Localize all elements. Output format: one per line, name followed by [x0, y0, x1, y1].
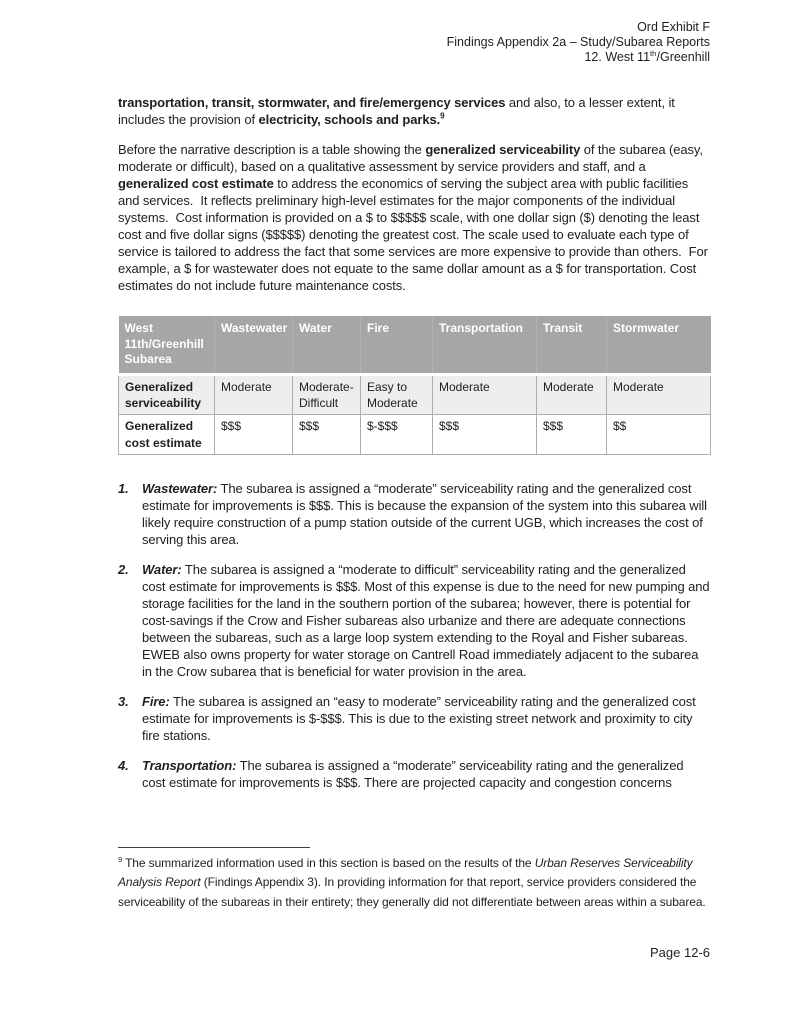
text-run: Before the narrative description is a table showing the	[118, 142, 426, 158]
item-body	[142, 693, 710, 744]
item-number: 4.	[118, 757, 129, 773]
item-term: Fire:	[142, 693, 170, 709]
cell-cost-water: $$$	[293, 415, 361, 454]
text-run: Urban Reserves Serviceability Analysis Report	[118, 856, 693, 890]
cell-serviceability-transportation: Moderate	[433, 374, 537, 414]
text-run: transportation, transit, stormwater, and fire/emergency services	[118, 95, 506, 110]
cell-cost-fire: $-$$$	[361, 415, 433, 454]
text-run: 9	[118, 855, 123, 864]
cell-cost-transit: $$$	[537, 415, 607, 454]
item-text: The subarea is assigned a “moderate” serviceability rating and the generalized cost estimate for improvements is $$$. There are projected capacity and congestion concerns	[142, 757, 684, 790]
cell-cost-wastewater: $$$	[215, 415, 293, 454]
item-number: 2.	[118, 561, 129, 577]
footnote-text	[118, 854, 714, 912]
item-text: The subarea is assigned a “moderate to difficult” serviceability rating and the generalized cost estimate for improvements is $$$. Most of this expense is due to the need for new pumping and storage facilities for the land in the southern portion of the subarea; however, there is potential for cost-savings if the Crow and Fisher subareas also urbanize and there are adequate connections between the subareas, such as a large loop system extending to the Royal and Fisher subareas. EWEB also owns property for water storage on Cantrell Road immediately adjacent to the subarea in the Crow subarea that is beneficial for water provision in the area.	[142, 561, 710, 679]
table-row-cost	[119, 415, 711, 454]
list-item-fire	[118, 693, 710, 744]
header-line-exhibit: Ord Exhibit F	[637, 20, 710, 34]
item-text: The subarea is assigned a “moderate” serviceability rating and the generalized cost estimate for improvements is $$$. This is because the expansion of the system into this subarea will likely require construction of a pump station outside of the current UGB, which increases the cost of serving this area.	[142, 480, 707, 547]
cell-serviceability-fire: Easy to Moderate	[361, 374, 433, 414]
column-header-transportation: Transportation	[433, 316, 537, 374]
text-run: generalized serviceability	[425, 142, 581, 158]
item-number: 1.	[118, 480, 129, 496]
text-run: (Findings Appendix 3). In providing information for that report, service providers considered the serviceability of the subareas in their entirety; they generally did not differentiate between areas within a subarea.	[118, 875, 706, 909]
text-run: of the subarea (easy, moderate or difficult), based on a qualitative assessment by service providers and staff, and a	[118, 142, 707, 175]
numbered-list	[118, 480, 710, 791]
list-item-water	[118, 561, 710, 680]
paragraph-table-intro	[118, 141, 710, 294]
text-run: /Greenhill	[656, 50, 710, 64]
item-number: 3.	[118, 693, 129, 709]
serviceability-table	[118, 316, 711, 455]
item-body	[142, 480, 710, 548]
column-header-water: Water	[293, 316, 361, 374]
row-label-serviceability: Generalized serviceability	[119, 374, 215, 414]
page-number: Page 12-6	[650, 945, 710, 960]
cell-serviceability-wastewater: Moderate	[215, 374, 293, 414]
document-header	[118, 20, 710, 65]
text-run: 12. West 11	[584, 50, 651, 64]
column-header-fire: Fire	[361, 316, 433, 374]
item-body	[142, 561, 710, 680]
item-term: Transportation:	[142, 757, 237, 773]
table-header-row	[119, 316, 711, 374]
column-header-wastewater: Wastewater	[215, 316, 293, 374]
text-run: to address the economics of serving the subject area with public facilities and services. It reflects preliminary high-level estimates for the major components of the individual systems. Cost information is provided on a $ to $$$$$ scale, with one dollar sign ($) denoting the least cost and five dollar signs ($$$$$) denoting the greatest cost. The scale used to evaluate each type of service is tailored to address the fact that some services are more expensive to provide than others. For example, a $ for wastewater does not equate to the same dollar amount as a $ for transportation. Cost estimates do not include future maintenance costs.	[118, 176, 712, 294]
column-header-stormwater: Stormwater	[607, 316, 711, 374]
header-line-subarea	[118, 50, 710, 65]
item-body	[142, 757, 710, 791]
cell-cost-stormwater: $$	[607, 415, 711, 454]
column-header-subarea: West 11th/Greenhill Subarea	[119, 316, 215, 374]
footnote	[118, 847, 714, 912]
row-label-cost: Generalized cost estimate	[119, 415, 215, 454]
table-row-serviceability	[119, 374, 711, 414]
text-run: electricity, schools and parks.	[258, 112, 441, 128]
text-run: 9	[440, 111, 445, 121]
paragraph-services	[118, 94, 710, 128]
cell-serviceability-stormwater: Moderate	[607, 374, 711, 414]
text-run: and also, to a lesser extent, it includes the provision of	[118, 95, 679, 128]
header-line-appendix: Findings Appendix 2a – Study/Subarea Reports	[446, 35, 710, 49]
column-header-transit: Transit	[537, 316, 607, 374]
cell-serviceability-water: Moderate-Difficult	[293, 374, 361, 414]
cell-serviceability-transit: Moderate	[537, 374, 607, 414]
cell-cost-transportation: $$$	[433, 415, 537, 454]
text-run: generalized cost estimate	[118, 176, 274, 192]
list-item-transportation	[118, 757, 710, 791]
item-term: Water:	[142, 561, 182, 577]
text-run: th	[650, 48, 657, 58]
footnote-divider	[118, 847, 310, 848]
list-item-wastewater	[118, 480, 710, 548]
item-text: The subarea is assigned an “easy to moderate” serviceability rating and the generalized cost estimate for improvements is $-$$$. This is due to the existing street network and proximity to city fire stations.	[142, 693, 696, 743]
text-run: The summarized information used in this section is based on the results of the	[122, 856, 535, 870]
item-term: Wastewater:	[142, 480, 218, 496]
